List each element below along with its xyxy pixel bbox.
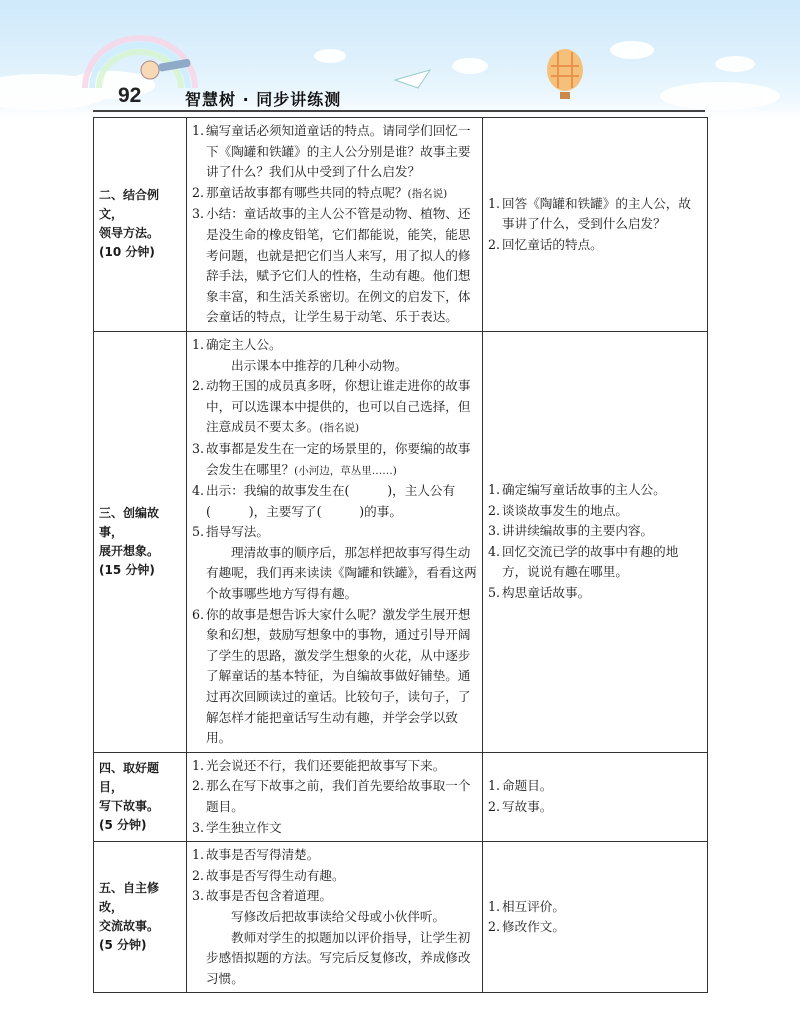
teacher-activity-cell — [187, 118, 483, 332]
item-number: 1. — [192, 336, 205, 352]
teacher-activity-cell — [187, 752, 483, 841]
item-text-body: 学生独立作文 — [206, 819, 282, 835]
item-text — [206, 121, 477, 183]
item-note: (指名说) — [319, 422, 360, 435]
item-text — [206, 818, 477, 839]
item-text — [502, 480, 702, 501]
item-text — [502, 797, 702, 818]
list-item — [192, 845, 477, 866]
item-text-body: 讲讲续编故事的主要内容。 — [502, 523, 654, 539]
list-item — [192, 928, 477, 990]
list-item — [192, 543, 477, 605]
item-text — [206, 335, 477, 356]
item-text-body: 出示：我编的故事发生在( )，主人公有( )，主要写了( )的事。 — [206, 483, 456, 519]
item-text-body: 写故事。 — [502, 799, 553, 814]
item-number: 1. — [488, 898, 501, 914]
stage-label-line: 交流故事。 — [99, 919, 160, 934]
page-number: 92 — [118, 84, 142, 107]
list-item — [192, 439, 477, 481]
list-item — [192, 522, 477, 543]
lesson-plan-table — [93, 117, 708, 993]
table-row — [94, 842, 708, 993]
list-item — [192, 605, 477, 749]
list-item — [192, 756, 477, 777]
item-text-body: 小结：童话故事的主人公不管是动物、植物、还是没生命的橡皮铅笔，它们都能说，能笑，能思考问题，也就是把它们当人来写，用了拟人的修辞手法，赋予它们人的性格，生动有趣。他们想象丰富，和生活关系密切。在例文的启发下，体会童话的特点，让学生易于动笔、乐于表达。 — [206, 206, 471, 325]
item-number: 4. — [488, 543, 501, 559]
list-item — [488, 542, 702, 583]
item-text — [206, 866, 477, 887]
item-note: (小河边，草丛里……) — [294, 464, 397, 477]
item-text-body: 编写童话必须知道童话的特点。请同学们回忆一下《陶罐和铁罐》的主人公分别是谁？故事主要讲了什么？我们从中受到了什么启发？ — [206, 123, 471, 180]
item-text — [502, 194, 702, 235]
list-item — [488, 583, 702, 604]
stage-label-line: 展开想象。 — [99, 543, 160, 558]
item-text — [502, 583, 702, 604]
cloud-icon — [452, 58, 488, 74]
item-text-body: 指导写法。 — [206, 524, 269, 540]
cloud-icon — [314, 49, 346, 63]
hot-air-balloon-icon — [547, 49, 583, 99]
item-number: 2. — [488, 919, 501, 935]
stage-label-line: 二、结合例文， — [99, 188, 160, 222]
item-text-body: 故事是否写得生动有趣。 — [206, 867, 345, 883]
item-number: 2. — [192, 867, 205, 883]
item-text — [206, 776, 477, 817]
table-row — [94, 752, 708, 841]
list-item — [488, 776, 702, 797]
list-item — [192, 818, 477, 839]
list-item — [488, 797, 702, 818]
item-text — [502, 897, 702, 918]
item-text-body: 回忆交流已学的故事中有趣的地方，说说有趣在哪里。 — [502, 543, 679, 580]
item-text-body: 故事都是发生在一定的场景里的，你要编的故事会发生在哪里？ — [206, 440, 471, 477]
item-text — [502, 542, 702, 583]
item-number: 5. — [192, 524, 205, 540]
item-text-body: 确定编写童话故事的主人公。 — [502, 482, 666, 498]
book-title: 智慧树 · 同步讲练测 — [185, 90, 342, 109]
item-text — [206, 545, 477, 601]
item-text-body: 你的故事是想告诉大家什么呢？激发学生展开想象和幻想，鼓励写想象中的事物，通过引导开阔了学生的思路，激发学生想象的火花，从中逐步了解童话的基本特征，为自编故事做好铺垫。通过再次回顾读过的童话。比较句子，读句子，了解怎样才能把童话写生动有趣，并学会学以致用。 — [206, 606, 471, 746]
student-activity-cell — [483, 752, 708, 841]
stage-label-line: (5 分钟) — [99, 818, 147, 832]
item-text — [206, 204, 477, 328]
item-number: 3. — [192, 888, 205, 904]
item-text-body: 故事是否包含着道理。 — [206, 888, 332, 904]
item-text-body: 回答《陶罐和铁罐》的主人公，故事讲了什么，受到什么启发？ — [502, 195, 691, 232]
list-item — [488, 235, 702, 256]
item-number: 3. — [488, 523, 501, 539]
stage-label-line: (10 分钟) — [99, 245, 155, 260]
list-item — [192, 356, 477, 377]
item-number: 4. — [192, 483, 205, 499]
student-activity-cell — [483, 331, 708, 752]
stage-cell — [94, 331, 187, 752]
item-text-body: 动物王国的成员真多呀，你想让谁走进你的故事中，可以选课本中提供的，也可以自己选择，但注意成员不要太多。 — [206, 378, 471, 435]
table-row — [94, 118, 708, 332]
item-text — [206, 845, 477, 866]
list-item — [488, 917, 702, 938]
list-item — [488, 480, 702, 501]
item-text-body: 光会说还不行，我们还要能把故事写下来。 — [206, 757, 446, 773]
item-text — [502, 917, 702, 938]
item-text — [206, 930, 470, 986]
item-number: 1. — [192, 757, 205, 773]
cloud-icon — [660, 82, 780, 110]
item-number: 3. — [192, 206, 205, 222]
list-item — [192, 907, 477, 928]
item-number: 3. — [192, 819, 205, 835]
item-text-body: 回忆童话的特点。 — [502, 236, 603, 252]
item-text-body: 修改作文。 — [502, 919, 565, 935]
list-item — [192, 481, 477, 522]
item-text-body: 理清故事的顺序后，那怎样把故事写得生动有趣呢，我们再来读读《陶罐和铁罐》，看看这两个故事哪些地方写得有趣。 — [206, 544, 477, 602]
item-text — [206, 756, 477, 777]
item-number: 1. — [488, 195, 501, 211]
item-number: 1. — [488, 482, 501, 498]
list-item — [192, 866, 477, 887]
item-text-body: 那童话故事都有哪些共同的特点呢？ — [206, 184, 408, 200]
list-item — [192, 335, 477, 356]
item-text-body: 确定主人公。 — [206, 336, 282, 352]
item-number: 2. — [488, 236, 501, 252]
item-text — [206, 605, 477, 749]
item-number: 1. — [192, 847, 205, 863]
list-item — [192, 776, 477, 817]
item-number: 6. — [192, 606, 205, 622]
list-item — [192, 121, 477, 183]
table-body — [94, 118, 708, 993]
stage-label-line: 五、自主修改， — [99, 881, 160, 915]
list-item — [488, 501, 702, 522]
stage-cell — [94, 842, 187, 993]
teacher-activity-cell — [187, 842, 483, 993]
list-item — [192, 376, 477, 439]
item-number: 3. — [192, 440, 205, 456]
item-text-body: 那么在写下故事之前，我们首先要给故事取一个题目。 — [206, 778, 471, 814]
item-text-body: 谈谈故事发生的地点。 — [502, 502, 628, 518]
item-text-body: 教师对学生的拟题加以评价指导，让学生初步感悟拟题的方法。写完后反复修改，养成修改习惯。 — [206, 929, 471, 986]
item-text-body: 故事是否写得清楚。 — [206, 847, 320, 863]
item-number: 5. — [488, 585, 501, 601]
paper-plane-icon — [395, 70, 430, 88]
list-item — [488, 897, 702, 918]
item-text — [502, 235, 702, 256]
header-divider — [93, 110, 705, 112]
item-text-body: 命题目。 — [502, 778, 553, 794]
item-number: 1. — [192, 123, 205, 138]
list-item — [488, 521, 702, 542]
stage-cell — [94, 752, 187, 841]
item-number: 1. — [488, 778, 501, 794]
cloud-icon — [715, 56, 755, 72]
stage-label-line: 写下故事。 — [99, 799, 160, 813]
item-text-body: 相互评价。 — [502, 898, 565, 914]
stage-label-line: (15 分钟) — [99, 562, 155, 577]
list-item — [192, 204, 477, 328]
item-number: 2. — [488, 799, 501, 814]
item-number: 2. — [192, 778, 205, 794]
item-number: 2. — [192, 378, 205, 394]
teacher-activity-cell — [187, 331, 483, 752]
stage-label-line: 三、创编故事， — [99, 505, 160, 539]
item-text — [206, 439, 477, 481]
stage-label-line: 领导方法。 — [99, 226, 160, 241]
list-item — [192, 183, 477, 205]
item-text — [206, 481, 477, 522]
item-number: 2. — [488, 502, 501, 518]
page-header — [0, 0, 800, 118]
item-text-body: 写修改后把故事读给父母或小伙伴听。 — [231, 908, 446, 924]
item-text — [502, 776, 702, 797]
list-item — [192, 886, 477, 907]
item-text — [502, 501, 702, 522]
cloud-icon — [610, 41, 654, 59]
item-text — [502, 521, 702, 542]
item-text — [231, 909, 445, 924]
item-text — [206, 886, 477, 907]
item-number: 2. — [192, 184, 205, 200]
list-item — [488, 194, 702, 235]
item-text-body: 出示课本中推荐的几种小动物。 — [231, 357, 408, 373]
item-text — [206, 376, 477, 439]
student-activity-cell — [483, 842, 708, 993]
stage-label-line: 四、取好题目， — [99, 761, 160, 794]
stage-cell — [94, 118, 187, 332]
student-activity-cell — [483, 118, 708, 332]
table-row — [94, 331, 708, 752]
item-text — [206, 522, 477, 543]
stage-label-line: (5 分钟) — [99, 938, 147, 953]
item-text-body: 构思童话故事。 — [502, 585, 591, 601]
item-text — [231, 358, 407, 373]
item-note: (指名说) — [407, 187, 448, 200]
item-text — [206, 183, 477, 205]
